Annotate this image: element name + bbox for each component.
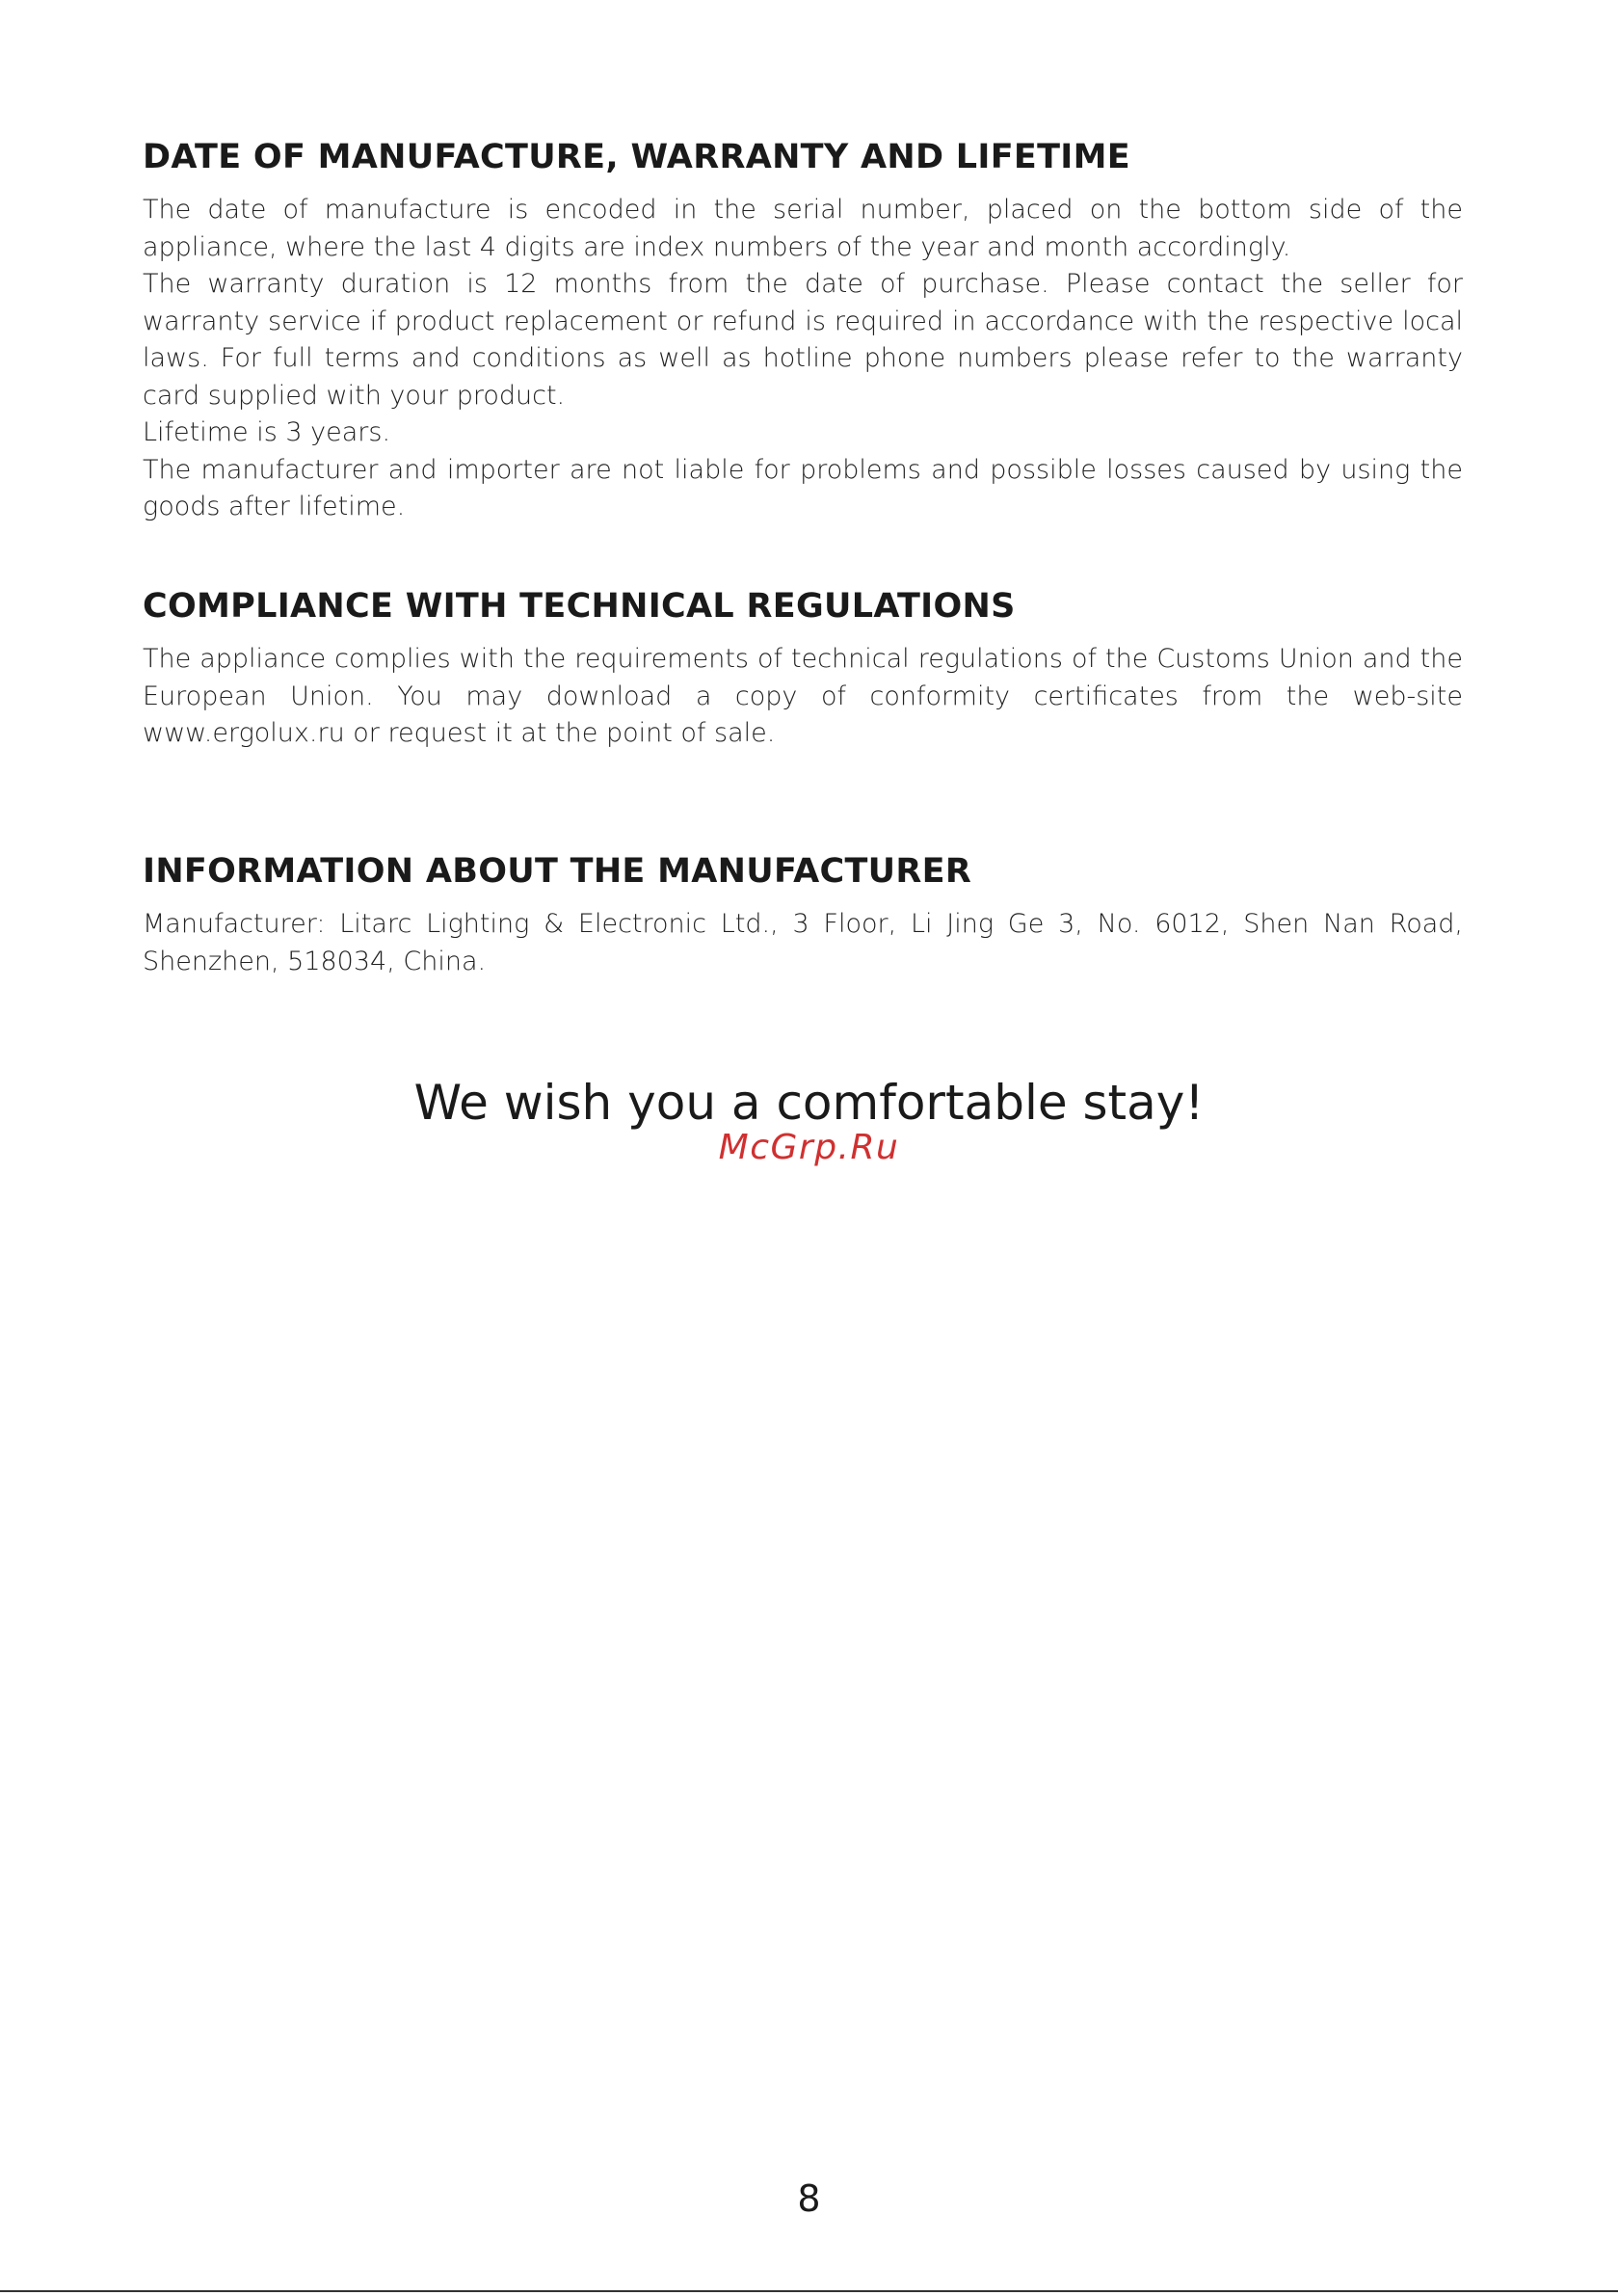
bottom-divider: [0, 2290, 1618, 2292]
section-compliance: [143, 585, 1463, 753]
paragraph-lifetime: Lifetime is 3 years.: [143, 417, 391, 447]
section-heading-compliance: COMPLIANCE WITH TECHNICAL REGULATIONS: [143, 587, 1016, 626]
watermark-text: McGrp.Ru: [718, 1128, 900, 1167]
closing-message: We wish you a comfortable stay!: [413, 1075, 1205, 1131]
section-manufacturer: [143, 850, 1463, 980]
paragraph-warranty-duration: The warranty duration is 12 months from the date of purchase. Please contact the seller for warranty service if product replacement or refund is required in accordance with the respective local laws. For full terms and conditions as well as hotline phone numbers please refer to the warranty card supplied with your product.: [143, 269, 1463, 411]
section-heading-manufacturer: INFORMATION ABOUT THE MANUFACTURER: [143, 852, 972, 891]
paragraph-liability: The manufacturer and importer are not liable for problems and possible losses caused by using the goods after lifetime.: [143, 454, 1463, 521]
page-number: 8: [797, 2177, 821, 2220]
section-heading-warranty: DATE OF MANUFACTURE, WARRANTY AND LIFETIME: [143, 138, 1130, 176]
paragraph-manufacturer-address: Manufacturer: Litarc Lighting & Electronic Ltd., 3 Floor, Li Jing Ge 3, No. 6012, Shen Nan Road, Shenzhen, 518034, China.: [143, 909, 1463, 976]
section-warranty: [143, 136, 1463, 526]
paragraph-compliance: The appliance complies with the requirements of technical regulations of the Customs Union and the European Union. You may download a copy of conformity certificates from the web-site www.ergolux.ru or request it at the point of sale.: [143, 644, 1463, 748]
paragraph-manufacture-date: The date of manufacture is encoded in the serial number, placed on the bottom side of the appliance, where the last 4 digits are index numbers of the year and month accordingly.: [143, 195, 1463, 262]
